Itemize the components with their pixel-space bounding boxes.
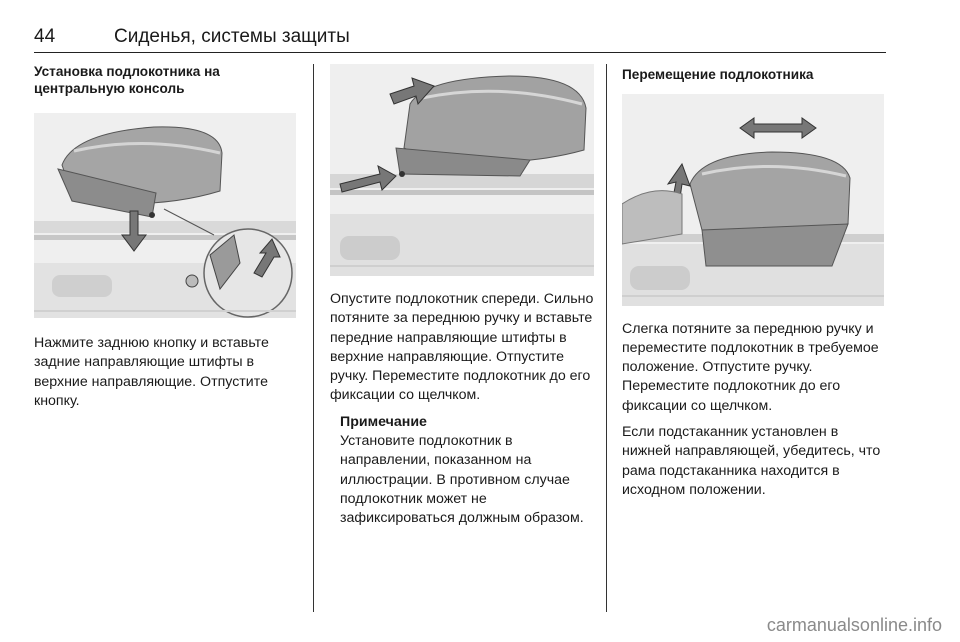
watermark: carmanualsonline.info: [766, 615, 942, 635]
armrest-install-front-illustration: [330, 64, 594, 276]
note-title: Примечание: [340, 413, 427, 430]
column-move: [622, 64, 890, 500]
note-text: Установите подлокотник в направлении, показанном на иллюстрации. В противном случае подлокотник может не зафиксироваться должным образом.: [340, 433, 584, 527]
page-number: 44: [34, 26, 56, 47]
page-header: [34, 22, 886, 53]
section-heading-install: Установка подлокотника на центральную консоль: [34, 64, 220, 96]
column-divider: [313, 64, 314, 612]
column-divider: [606, 64, 607, 612]
note-box: [340, 413, 594, 529]
move-instructions: Слегка потяните за переднюю ручку и переместите подлокотник в требуемое положение. Отпустите ручку. Переместите подлокотник до его фиксации со щелчком.: [622, 320, 879, 414]
cupholder-instructions: Если подстаканник установлен в нижней направляющей, убедитесь, что рама подстаканника находится в исходном положении.: [622, 423, 881, 498]
section-heading-move: Перемещение подлокотника: [622, 67, 814, 82]
column-install: [34, 64, 296, 411]
column-install-front: [330, 64, 594, 529]
front-install-instructions: Опустите подлокотник спереди. Сильно потяните за переднюю ручку и вставьте передние направляющие штифты в верхние направляющие. Отпустите ручку. Переместите подлокотник до его фиксации со щелчком.: [330, 291, 594, 404]
install-instructions: Нажмите заднюю кнопку и вставьте задние направляющие штифты в верхние направляющие. Отпустите кнопку.: [34, 335, 269, 409]
armrest-move-illustration: [622, 94, 884, 306]
page-title: Сиденья, системы защиты: [114, 26, 350, 47]
armrest-install-rear-illustration: [34, 113, 296, 318]
